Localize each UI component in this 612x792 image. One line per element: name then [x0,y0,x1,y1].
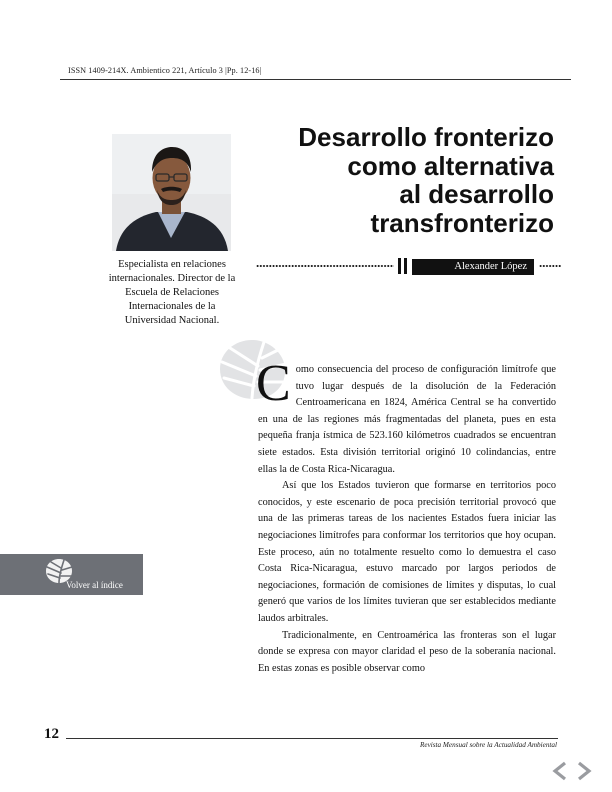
title-line: como alternativa [347,150,554,181]
author-photo [112,134,231,251]
footer-divider [66,738,558,739]
article-body [256,355,556,677]
previous-page-arrow-icon[interactable] [550,760,570,782]
paragraph: Así que los Estados tuvieron que formarse en territorios poco conocidos, y este escenario de poca precisión territorial provocó que una de las primeras tareas de los nacientes Estados fuera iniciar las negociaciones limítrofes para conformar los territorios que hoy ocupan. Este proceso, aún no totalmente resuelto como lo demuestra el caso Costa Rica-Nicaragua, estuvo marcado por largos periodos de negociaciones, formación de comisiones de límites y disputas, lo cual generó que varios de los límites tuvieran que ser establecidos mediante laudos arbitrales. [258,480,556,624]
header-divider [60,79,571,80]
divider-bar [398,258,401,274]
page-number: 12 [44,726,59,742]
back-to-index-label: Volver al índice [66,580,123,590]
author-name: Alexander López [412,259,534,275]
title-line: al desarrollo [399,179,554,209]
issn-line: ISSN 1409-214X. Ambientico 221, Artículo 3 |Pp. 12-16| [68,66,262,75]
article-title [254,123,554,237]
title-line: Desarrollo fronterizo [298,122,554,152]
author-row [256,257,561,275]
journal-name: Revista Mensual sobre la Actualidad Ambiental [419,741,557,749]
dotted-rule-right [539,265,561,267]
author-caption: Especialista en relaciones internacionales. Director de la Escuela de Relaciones Internacionales de la Universidad Nacional. [108,259,236,326]
paragraph: Tradicionalmente, en Centroamérica las fronteras son el lugar donde se expresa con mayor claridad el peso de la soberanía nacional. En estas zonas es posible observar como [258,629,556,674]
paragraph [256,355,556,478]
title-line: transfronterizo [370,207,554,238]
dotted-rule-left [256,265,394,267]
drop-cap: C [256,355,291,412]
back-to-index-button[interactable] [0,554,143,595]
paragraph-text: omo consecuencia del proceso de configuración limítrofe que tuvo lugar después de la disolución de la Federación Centroamericana en 1824, América Central se ha convertido en una de las regiones más fragmentadas del planeta, pues en esta pequeña franja ístmica de 523.160 kilómetros cuadrados se encuentran siete estados. Esta división territorial originó 10 colindancias, entre ellas la de Costa Rica-Nicaragua. [258,364,556,475]
next-page-arrow-icon[interactable] [574,760,594,782]
divider-bar [404,258,407,274]
